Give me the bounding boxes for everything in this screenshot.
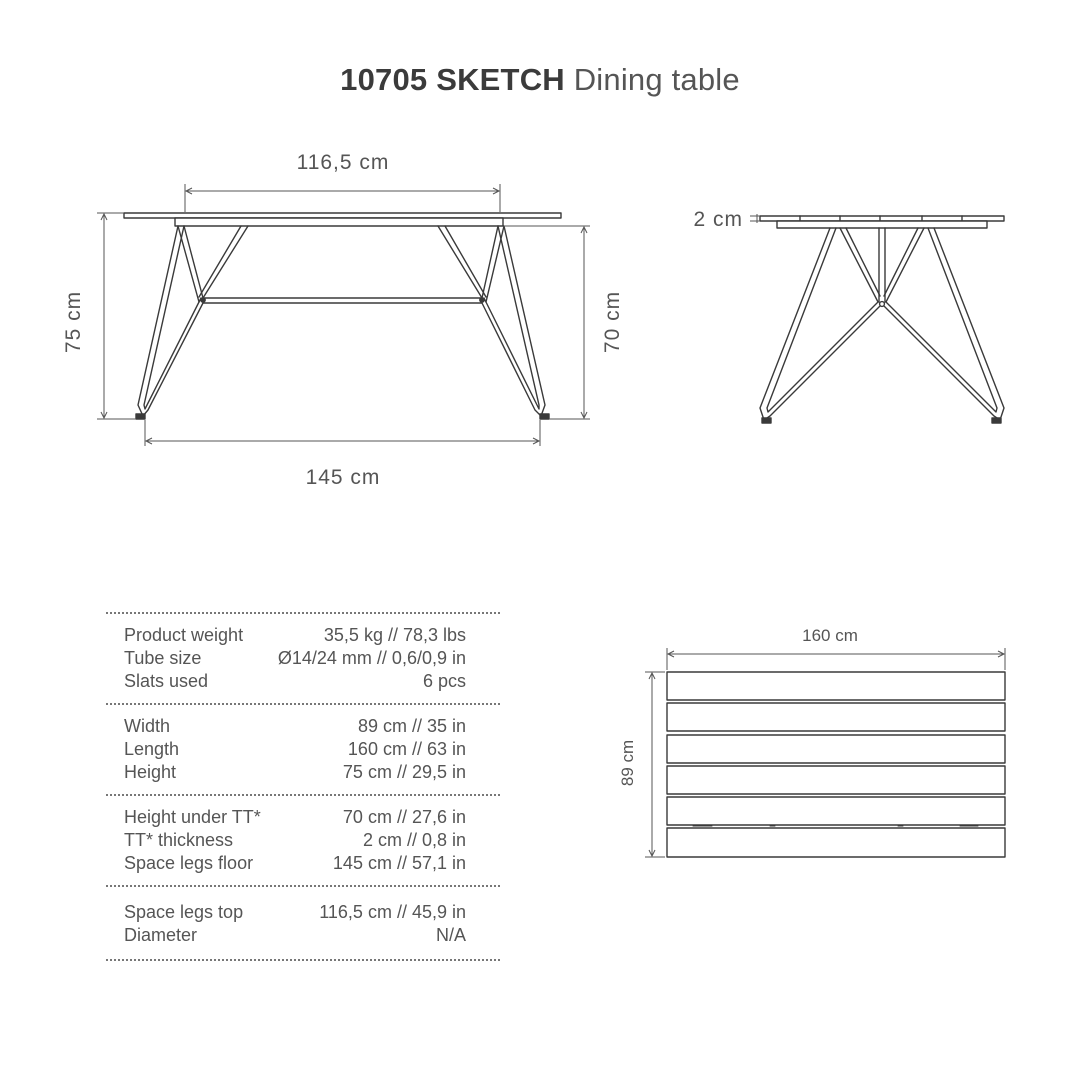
spec-value: 75 cm // 29,5 in [342,762,466,782]
divider [106,959,500,961]
spec-label: TT* thickness [124,830,234,850]
product-code: 10705 [340,62,428,97]
side-view-drawing [760,216,1004,423]
front-view-drawing [124,213,561,419]
dim-under-height-label: 70 cm [601,290,624,354]
spec-value: 145 cm // 57,1 in [332,853,466,873]
spec-label: Tube size [124,648,202,668]
spec-value: 6 pcs [422,671,466,691]
spec-row [106,670,500,693]
dim-top-width-label: 116,5 cm [296,151,390,174]
spec-value: 2 cm // 0,8 in [362,830,466,850]
spec-row [106,647,500,670]
spec-value: 160 cm // 63 in [347,739,466,759]
dim-width-label: 89 cm [618,739,637,787]
spec-label: Space legs floor [124,853,254,873]
spec-value: 70 cm // 27,6 in [342,807,466,827]
dim-floor-width-label: 145 cm [305,466,381,489]
spec-row [106,829,500,852]
spec-label: Diameter [124,925,198,945]
spec-value: 116,5 cm // 45,9 in [319,902,466,922]
spec-row [106,715,500,738]
product-type: Dining table [573,62,740,97]
spec-label: Product weight [124,625,244,645]
spec-row [106,924,500,947]
spec-row [106,761,500,784]
spec-group-legs [106,887,500,959]
spec-label: Space legs top [124,902,244,922]
spec-group-general [106,614,500,703]
spec-value: 89 cm // 35 in [357,716,466,736]
spec-label: Height under TT* [124,807,261,827]
spec-label: Length [124,739,180,759]
spec-label: Width [124,716,171,736]
spec-row [106,806,500,829]
spec-table [106,612,500,961]
spec-row [106,738,500,761]
top-view-drawing [667,672,1005,857]
dim-length-label: 160 cm [802,626,858,645]
spec-value: N/A [435,925,466,945]
dim-total-height-label: 75 cm [62,290,85,354]
spec-group-dimensions [106,705,500,794]
spec-label: Height [124,762,177,782]
spec-value: 35,5 kg // 78,3 lbs [323,625,466,645]
spec-row [106,901,500,924]
dim-thickness-label: 2 cm [693,208,743,231]
spec-row [106,852,500,875]
spec-value: Ø14/24 mm // 0,6/0,9 in [277,648,466,668]
spec-label: Slats used [124,671,209,691]
product-name: SKETCH [436,62,565,97]
spec-row [106,624,500,647]
spec-group-tabletop [106,796,500,885]
